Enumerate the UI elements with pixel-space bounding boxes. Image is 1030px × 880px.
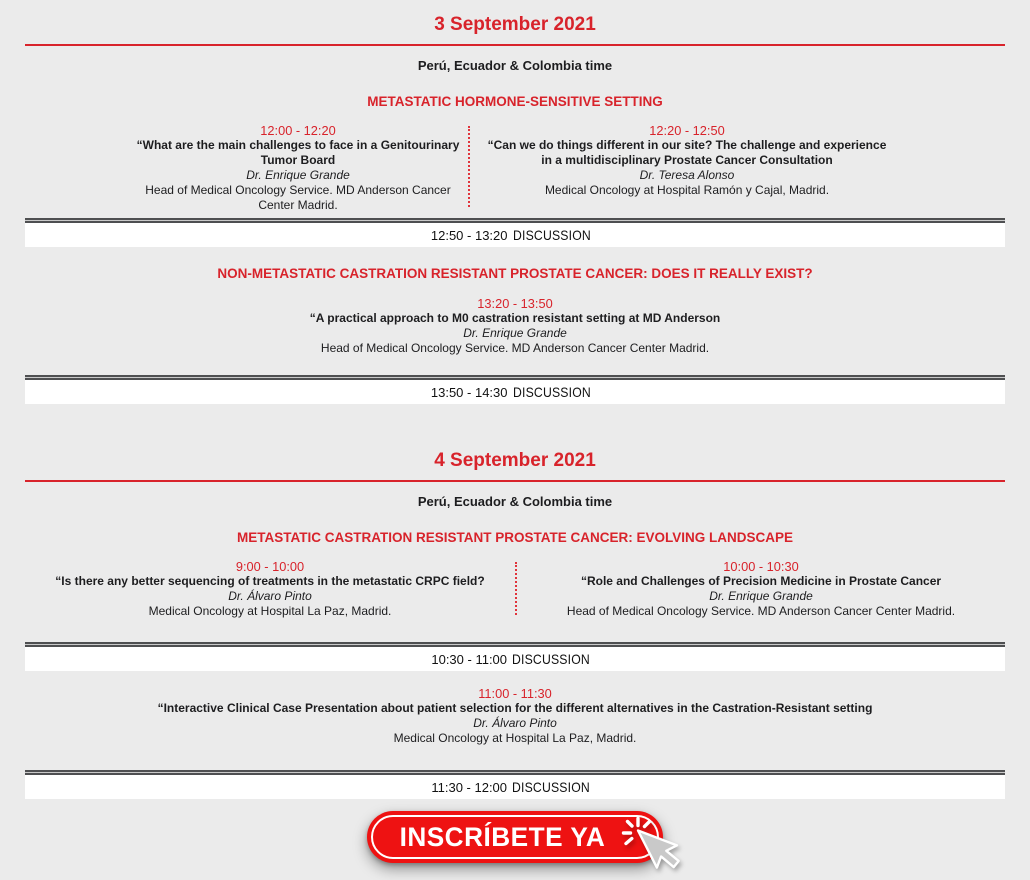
discussion-label: DISCUSSION (512, 227, 591, 243)
session-time: 12:00 - 12:20 (260, 123, 336, 138)
session-block (517, 559, 1005, 621)
section-heading-hormone-sensitive: METASTATIC HORMONE-SENSITIVE SETTING (367, 94, 663, 109)
section-heading-castration-resistant: METASTATIC CASTRATION RESISTANT PROSTATE CANCER: EVOLVING LANDSCAPE (237, 530, 793, 545)
discussion-time: 12:50 - 13:20 (430, 227, 508, 243)
session-speaker: Dr. Teresa Alonso (639, 168, 735, 182)
discussion-time: 13:50 - 14:30 (430, 384, 508, 400)
session-time: 11:00 - 11:30 (478, 686, 552, 701)
session-affiliation: Head of Medical Oncology Service. MD Anderson Cancer Center Madrid. (145, 183, 451, 212)
discussion-bar (25, 775, 1005, 799)
day-1-section (25, 14, 1005, 404)
red-divider (25, 480, 1005, 482)
session-block (25, 559, 515, 621)
red-divider (25, 44, 1005, 46)
register-label: INSCRÍBETE YA (399, 821, 606, 852)
session-title: “Can we do things different in our site? The challenge and experience in a multidisciplinary Prostate Cancer Consultation (487, 138, 887, 167)
register-button[interactable] (367, 811, 663, 863)
session-title: “Is there any better sequencing of treatments in the metastatic CRPC field? (55, 574, 485, 588)
session-affiliation: Medical Oncology at Hospital Ramón y Cajal, Madrid. (544, 183, 830, 197)
session-title: “Interactive Clinical Case Presentation about patient selection for the different alternatives in the Castration-Resistant setting (157, 701, 873, 715)
day-1-date: 3 September 2021 (434, 14, 596, 35)
day-1-sessions-row (25, 123, 1005, 213)
discussion-bar (25, 380, 1005, 404)
session-speaker: Dr. Álvaro Pinto (228, 589, 312, 603)
session-block (25, 296, 1005, 356)
session-block (25, 686, 1005, 746)
session-speaker: Dr. Enrique Grande (709, 589, 813, 603)
day-2-sessions-row (25, 559, 1005, 621)
discussion-bar (25, 223, 1005, 247)
day-2-section (25, 450, 1005, 799)
session-speaker: Dr. Enrique Grande (246, 168, 350, 182)
session-time: 10:00 - 10:30 (723, 559, 799, 574)
discussion-label: DISCUSSION (512, 779, 590, 795)
session-affiliation: Medical Oncology at Hospital La Paz, Madrid. (393, 731, 637, 745)
session-block (25, 123, 468, 213)
session-time: 12:20 - 12:50 (649, 123, 725, 138)
discussion-label: DISCUSSION (512, 651, 590, 667)
session-block (470, 123, 1005, 213)
session-speaker: Dr. Álvaro Pinto (473, 716, 557, 730)
click-cursor-icon (621, 816, 679, 878)
session-time: 13:20 - 13:50 (477, 296, 553, 311)
day-1-timezone-note: Perú, Ecuador & Colombia time (417, 58, 613, 73)
session-affiliation: Head of Medical Oncology Service. MD Anderson Cancer Center Madrid. (566, 604, 956, 618)
discussion-time: 11:30 - 12:00 (431, 779, 508, 795)
register-area (25, 811, 1005, 863)
day-2-timezone-note: Perú, Ecuador & Colombia time (417, 494, 613, 509)
discussion-time: 10:30 - 11:00 (431, 651, 508, 667)
session-speaker: Dr. Enrique Grande (463, 326, 567, 340)
discussion-bar (25, 647, 1005, 671)
session-affiliation: Medical Oncology at Hospital La Paz, Madrid. (148, 604, 392, 618)
section-heading-non-metastatic: NON-METASTATIC CASTRATION RESISTANT PROSTATE CANCER: DOES IT REALLY EXIST? (217, 266, 813, 281)
session-title: “A practical approach to M0 castration resistant setting at MD Anderson (309, 311, 721, 325)
discussion-label: DISCUSSION (512, 384, 591, 400)
session-title: “What are the main challenges to face in a Genitourinary Tumor Board (136, 138, 460, 167)
session-title: “Role and Challenges of Precision Medicine in Prostate Cancer (580, 574, 942, 588)
session-time: 9:00 - 10:00 (235, 559, 305, 574)
day-2-date: 4 September 2021 (434, 450, 596, 471)
session-affiliation: Head of Medical Oncology Service. MD Anderson Cancer Center Madrid. (320, 341, 710, 355)
